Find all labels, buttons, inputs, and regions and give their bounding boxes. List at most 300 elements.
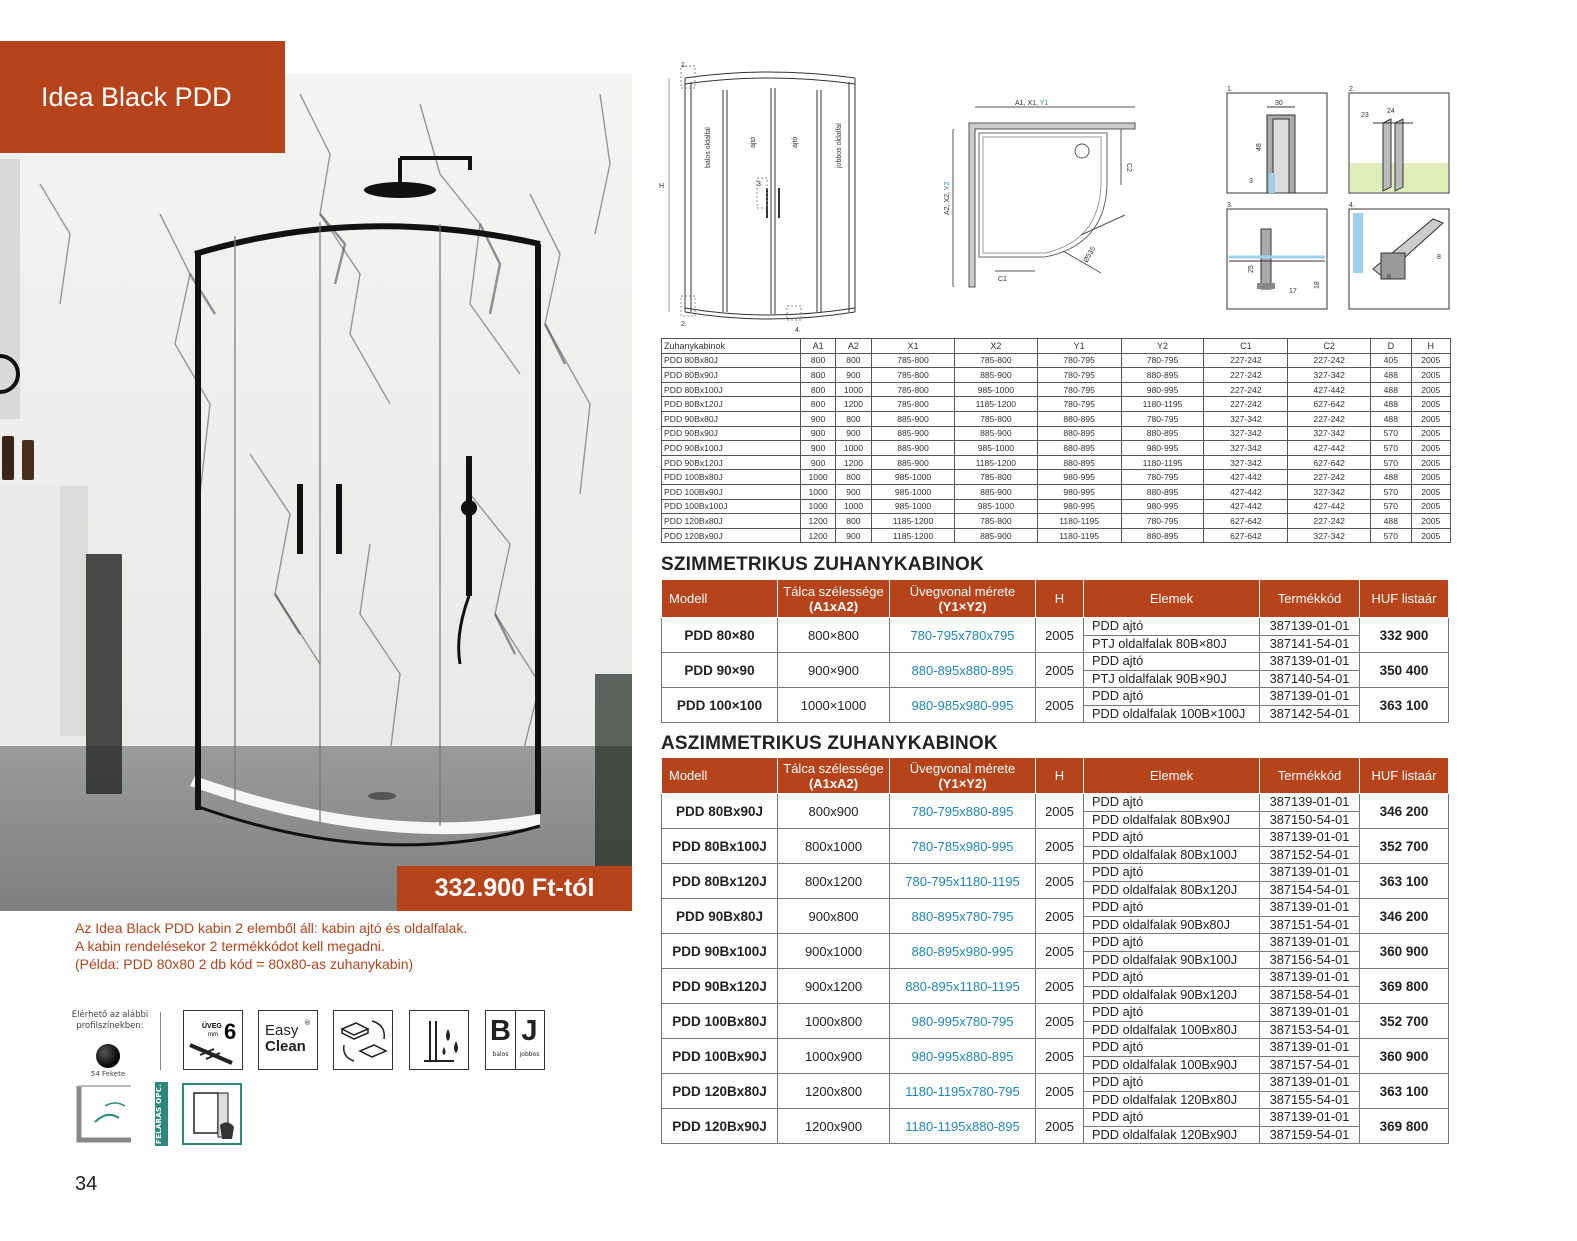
- table-cell: 1185-1200: [872, 528, 955, 543]
- table-cell: 570: [1371, 455, 1411, 470]
- asymmetric-section-title: ASZIMMETRIKUS ZUHANYKABINOK: [661, 733, 998, 754]
- table-cell: Y1: [1037, 339, 1121, 354]
- glass-cell: 780-785x980-995: [890, 829, 1036, 864]
- table-cell: 2005: [1411, 411, 1450, 426]
- code-cell: 387139-01-01: [1260, 899, 1360, 917]
- label-left-wall: balos oldalfal: [705, 127, 712, 168]
- model-cell: PDD 100Bx90J: [662, 1039, 778, 1074]
- table-cell: 785-800: [872, 397, 955, 412]
- element-cell: PDD oldalfalak 100Bx90J: [1084, 1056, 1260, 1074]
- price-cell: 346 200: [1360, 899, 1449, 934]
- page-title: Idea Black PDD: [0, 41, 285, 153]
- color-label: 54 Fekete: [90, 1070, 126, 1078]
- table-header-row: [662, 339, 1451, 354]
- code-cell: 387153-54-01: [1260, 1021, 1360, 1039]
- code-cell: 387139-01-01: [1260, 864, 1360, 882]
- table-row: [662, 934, 1449, 952]
- glass-cell: 980-995x880-895: [890, 1039, 1036, 1074]
- table-row: [662, 368, 1451, 383]
- col-tray-line2: (A1xA2): [808, 598, 859, 614]
- glass-cell: 880-895x780-795: [890, 899, 1036, 934]
- tray-cell: 800x900: [778, 794, 890, 829]
- element-cell: PTJ oldalfalak 80B×80J: [1084, 635, 1260, 653]
- code-cell: 387139-01-01: [1260, 969, 1360, 987]
- dim-48: 48: [1256, 143, 1263, 151]
- price-cell: 350 400: [1360, 653, 1449, 688]
- table-cell: 980-995: [1121, 382, 1204, 397]
- glass-cell: 880-895x980-995: [890, 934, 1036, 969]
- tray-cell: 1200x900: [778, 1109, 890, 1144]
- table-cell: 227-242: [1288, 514, 1371, 529]
- code-cell: 387139-01-01: [1260, 829, 1360, 847]
- door-swing-icon: [75, 1082, 135, 1144]
- table-cell: 327-342: [1204, 455, 1288, 470]
- element-cell: PDD oldalfalak 120Bx80J: [1084, 1091, 1260, 1109]
- table-row: [662, 864, 1449, 882]
- table-row: [662, 899, 1449, 917]
- table-cell: 785-800: [872, 353, 955, 368]
- table-cell: 1200: [835, 397, 871, 412]
- element-cell: PDD ajtó: [1084, 899, 1260, 917]
- price-cell: 360 900: [1360, 1039, 1449, 1074]
- tray-cell: 800×800: [778, 618, 890, 653]
- table-cell: 880-895: [1121, 484, 1204, 499]
- asymmetric-price-table: [661, 757, 1449, 1144]
- table-cell: 980-995: [1121, 441, 1204, 456]
- col-glass-line2: (Y1×Y2): [938, 775, 987, 791]
- tray-cell: 900x1000: [778, 934, 890, 969]
- table-cell: 2005: [1411, 368, 1450, 383]
- table-cell: PDD 120Bx80J: [662, 514, 801, 529]
- price-cell: 363 100: [1360, 1074, 1449, 1109]
- model-cell: PDD 100Bx80J: [662, 1004, 778, 1039]
- table-cell: 885-900: [872, 455, 955, 470]
- col-tray: [778, 758, 890, 794]
- glass-unit-text: mm: [208, 1032, 218, 1038]
- table-cell: 985-1000: [954, 499, 1037, 514]
- element-cell: PDD oldalfalak 90Bx100J: [1084, 951, 1260, 969]
- table-cell: 488: [1371, 368, 1411, 383]
- table-row: [662, 1004, 1449, 1022]
- table-cell: PDD 90Bx90J: [662, 426, 801, 441]
- table-cell: X1: [872, 339, 955, 354]
- table-cell: 2005: [1411, 397, 1450, 412]
- table-cell: D: [1371, 339, 1411, 354]
- table-cell: 785-800: [872, 382, 955, 397]
- table-cell: PDD 100Bx100J: [662, 499, 801, 514]
- col-price: HUF listaár: [1360, 580, 1449, 618]
- table-cell: 427-442: [1204, 484, 1288, 499]
- table-cell: 780-795: [1121, 470, 1204, 485]
- dim-c1: C1: [998, 276, 1007, 283]
- table-cell: 800: [835, 470, 871, 485]
- table-cell: 1000: [801, 470, 835, 485]
- table-cell: 327-342: [1288, 528, 1371, 543]
- height-cell: 2005: [1036, 688, 1084, 723]
- model-cell: PDD 90Bx120J: [662, 969, 778, 1004]
- dim-a1: [1015, 100, 1048, 107]
- table-row: [662, 455, 1451, 470]
- table-row: [662, 794, 1449, 812]
- code-cell: 387139-01-01: [1260, 688, 1360, 706]
- table-cell: 1000: [801, 499, 835, 514]
- table-cell: 780-795: [1121, 514, 1204, 529]
- code-cell: 387139-01-01: [1260, 794, 1360, 812]
- code-cell: 387154-54-01: [1260, 881, 1360, 899]
- availability-label-line: profilszínekben:: [76, 1021, 144, 1031]
- table-cell: 327-342: [1288, 484, 1371, 499]
- element-cell: PDD oldalfalak 80Bx100J: [1084, 846, 1260, 864]
- dim-a2-text: A2, X2,: [944, 190, 951, 215]
- table-cell: H: [1411, 339, 1450, 354]
- table-cell: 2005: [1411, 514, 1450, 529]
- shower-cabin-illustration: [0, 74, 632, 911]
- table-cell: 427-442: [1288, 441, 1371, 456]
- table-row: [662, 514, 1451, 529]
- table-cell: 570: [1371, 441, 1411, 456]
- table-cell: 785-800: [954, 470, 1037, 485]
- table-cell: PDD 80Bx120J: [662, 397, 801, 412]
- tray-cell: 900x800: [778, 899, 890, 934]
- dim-a2: [944, 182, 951, 215]
- element-cell: PDD ajtó: [1084, 934, 1260, 952]
- code-cell: 387155-54-01: [1260, 1091, 1360, 1109]
- model-cell: PDD 80Bx90J: [662, 794, 778, 829]
- symmetric-price-table: [661, 579, 1449, 723]
- dim-d: Ø535: [1082, 245, 1098, 264]
- dim-25: 25: [1248, 265, 1255, 273]
- code-cell: 387157-54-01: [1260, 1056, 1360, 1074]
- col-glass-line2: (Y1×Y2): [938, 598, 987, 614]
- code-cell: 387139-01-01: [1260, 618, 1360, 636]
- note-line: A kabin rendelésekor 2 termékkódot kell megadni.: [75, 938, 385, 954]
- callout-3: 3.: [757, 181, 763, 188]
- price-cell: 352 700: [1360, 829, 1449, 864]
- table-header-row: [662, 580, 1449, 618]
- table-row: [662, 829, 1449, 847]
- table-cell: 800: [835, 353, 871, 368]
- table-cell: 900: [835, 528, 871, 543]
- table-cell: 427-442: [1204, 499, 1288, 514]
- table-cell: 227-242: [1204, 397, 1288, 412]
- element-cell: PDD ajtó: [1084, 794, 1260, 812]
- table-cell: 980-995: [1037, 484, 1121, 499]
- tray-cell: 1200x800: [778, 1074, 890, 1109]
- code-cell: 387159-54-01: [1260, 1126, 1360, 1144]
- table-cell: PDD 90Bx120J: [662, 455, 801, 470]
- price-cell: 369 800: [1360, 969, 1449, 1004]
- col-model: Modell: [662, 758, 778, 794]
- table-cell: 2005: [1411, 441, 1450, 456]
- table-cell: 427-442: [1288, 499, 1371, 514]
- element-cell: PDD oldalfalak 100Bx80J: [1084, 1021, 1260, 1039]
- table-cell: 880-895: [1037, 411, 1121, 426]
- height-cell: 2005: [1036, 618, 1084, 653]
- table-cell: PDD 120Bx90J: [662, 528, 801, 543]
- table-cell: 985-1000: [872, 499, 955, 514]
- left-right-icon: [485, 1010, 545, 1070]
- tray-cell: 1000x800: [778, 1004, 890, 1039]
- table-cell: 2005: [1411, 426, 1450, 441]
- code-cell: 387151-54-01: [1260, 916, 1360, 934]
- table-row: [662, 484, 1451, 499]
- table-cell: 488: [1371, 397, 1411, 412]
- element-cell: PDD ajtó: [1084, 1039, 1260, 1057]
- table-cell: 885-900: [872, 411, 955, 426]
- table-cell: 427-442: [1288, 382, 1371, 397]
- code-cell: 387139-01-01: [1260, 934, 1360, 952]
- tray-cell: 1000x900: [778, 1039, 890, 1074]
- table-cell: 627-642: [1288, 397, 1371, 412]
- table-cell: 488: [1371, 470, 1411, 485]
- table-cell: A1: [801, 339, 835, 354]
- table-cell: 880-895: [1121, 368, 1204, 383]
- element-cell: PDD oldalfalak 120Bx90J: [1084, 1126, 1260, 1144]
- page-number: 34: [75, 1173, 98, 1195]
- table-cell: 900: [835, 484, 871, 499]
- col-tray-line1: Tálca szélessége: [783, 760, 884, 776]
- tray-cell: 900x1200: [778, 969, 890, 1004]
- dimension-table: [661, 338, 1451, 543]
- table-cell: 785-800: [954, 411, 1037, 426]
- table-cell: 985-1000: [954, 441, 1037, 456]
- label-balos: balos: [492, 1051, 509, 1058]
- height-cell: 2005: [1036, 899, 1084, 934]
- col-tray: [778, 580, 890, 618]
- table-cell: 327-342: [1288, 368, 1371, 383]
- model-cell: PDD 80Bx100J: [662, 829, 778, 864]
- label-door: ajtó: [792, 136, 799, 148]
- table-cell: 785-800: [954, 514, 1037, 529]
- table-cell: 2005: [1411, 455, 1450, 470]
- table-cell: 880-895: [1121, 528, 1204, 543]
- table-cell: 800: [801, 368, 835, 383]
- height-cell: 2005: [1036, 829, 1084, 864]
- element-cell: PDD oldalfalak 90Bx80J: [1084, 916, 1260, 934]
- glass-top-text: ÜVEG: [202, 1023, 222, 1030]
- dim-30: 30: [1275, 100, 1283, 107]
- element-cell: PDD ajtó: [1084, 1004, 1260, 1022]
- table-cell: 780-795: [1037, 397, 1121, 412]
- table-cell: 1200: [835, 455, 871, 470]
- order-note: [75, 919, 595, 973]
- table-cell: A2: [835, 339, 871, 354]
- table-cell: 405: [1371, 353, 1411, 368]
- price-cell: 360 900: [1360, 934, 1449, 969]
- table-cell: C1: [1204, 339, 1288, 354]
- label-right-wall: jobbos oldalfal: [836, 123, 843, 168]
- element-cell: PTJ oldalfalak 90B×90J: [1084, 670, 1260, 688]
- col-price: HUF listaár: [1360, 758, 1449, 794]
- table-cell: 488: [1371, 382, 1411, 397]
- model-cell: PDD 80Bx120J: [662, 864, 778, 899]
- table-cell: 488: [1371, 514, 1411, 529]
- product-photo: [0, 74, 632, 911]
- table-cell: 980-995: [1037, 470, 1121, 485]
- label-door: ajtó: [750, 136, 757, 148]
- note-line: Az Idea Black PDD kabin 2 elemből áll: kabin ajtó és oldalfalak.: [75, 920, 468, 936]
- height-cell: 2005: [1036, 1004, 1084, 1039]
- col-glass: [890, 580, 1036, 618]
- table-cell: 885-900: [954, 484, 1037, 499]
- letter-b: B: [490, 1015, 511, 1047]
- table-row: [662, 397, 1451, 412]
- height-cell: 2005: [1036, 969, 1084, 1004]
- table-cell: 880-895: [1037, 426, 1121, 441]
- col-glass-line1: Üvegvonal mérete: [909, 760, 1016, 776]
- table-cell: 880-895: [1037, 455, 1121, 470]
- table-cell: PDD 80Bx90J: [662, 368, 801, 383]
- table-cell: 785-800: [954, 353, 1037, 368]
- code-cell: 387139-01-01: [1260, 1039, 1360, 1057]
- table-cell: 780-795: [1121, 411, 1204, 426]
- table-cell: C2: [1288, 339, 1371, 354]
- black-color-swatch: [96, 1044, 120, 1068]
- element-cell: PDD ajtó: [1084, 829, 1260, 847]
- table-cell: 800: [801, 397, 835, 412]
- element-cell: PDD ajtó: [1084, 969, 1260, 987]
- col-code: Termékkód: [1260, 580, 1360, 618]
- table-cell: 900: [801, 426, 835, 441]
- code-cell: 387142-54-01: [1260, 705, 1360, 723]
- table-cell: PDD 90Bx80J: [662, 411, 801, 426]
- model-cell: PDD 90Bx100J: [662, 934, 778, 969]
- table-row: [662, 1039, 1449, 1057]
- easy-clean-icon: Easy Clean ®: [258, 1010, 318, 1070]
- note-line: (Példa: PDD 80x80 2 db kód = 80x80-as zuhanykabin): [75, 956, 414, 972]
- element-cell: PDD oldalfalak 100B×100J: [1084, 705, 1260, 723]
- glass-coating-icon: [182, 1083, 242, 1145]
- price-cell: 346 200: [1360, 794, 1449, 829]
- divider: [160, 1012, 161, 1070]
- table-row: [662, 382, 1451, 397]
- col-code: Termékkód: [1260, 758, 1360, 794]
- table-cell: 570: [1371, 426, 1411, 441]
- table-cell: 2005: [1411, 484, 1450, 499]
- table-cell: 885-900: [872, 426, 955, 441]
- tray-cell: 900×900: [778, 653, 890, 688]
- table-row: [662, 470, 1451, 485]
- table-cell: 570: [1371, 528, 1411, 543]
- table-cell: 327-342: [1204, 426, 1288, 441]
- glass-cell: 1180-1195x780-795: [890, 1074, 1036, 1109]
- table-cell: 2005: [1411, 382, 1450, 397]
- element-cell: PDD oldalfalak 80Bx90J: [1084, 811, 1260, 829]
- table-cell: 1185-1200: [872, 514, 955, 529]
- table-row: [662, 528, 1451, 543]
- model-cell: PDD 90×90: [662, 653, 778, 688]
- col-tray-line1: Tálca szélessége: [783, 583, 884, 599]
- table-cell: 1185-1200: [954, 455, 1037, 470]
- table-cell: 1200: [801, 514, 835, 529]
- clean-text: Clean: [265, 1038, 306, 1055]
- optional-extra-label: FELÁRAS OPC.: [155, 1082, 168, 1146]
- price-cell: 369 800: [1360, 1109, 1449, 1144]
- code-cell: 387139-01-01: [1260, 1109, 1360, 1127]
- availability-label-line: Elérhető az alábbi: [71, 1010, 149, 1020]
- price-cell: 363 100: [1360, 864, 1449, 899]
- table-cell: 980-995: [1121, 499, 1204, 514]
- table-cell: 1180-1195: [1037, 528, 1121, 543]
- glass-6mm-icon: [183, 1010, 243, 1070]
- table-cell: 227-242: [1204, 382, 1288, 397]
- dim-y2-text: Y2: [944, 181, 951, 191]
- table-cell: 1180-1195: [1037, 514, 1121, 529]
- element-cell: PDD ajtó: [1084, 1074, 1260, 1092]
- table-cell: 627-642: [1288, 455, 1371, 470]
- col-model: Modell: [662, 580, 778, 618]
- table-cell: 900: [835, 426, 871, 441]
- table-cell: 2005: [1411, 499, 1450, 514]
- element-cell: PDD ajtó: [1084, 864, 1260, 882]
- price-badge: 332.900 Ft-tól: [397, 866, 632, 911]
- glass-cell: 780-795x880-895: [890, 794, 1036, 829]
- dim-24: 24: [1387, 108, 1395, 115]
- model-cell: PDD 120Bx90J: [662, 1109, 778, 1144]
- glass-cell: 980-985x980-995: [890, 688, 1036, 723]
- top-view-drawing: [935, 95, 1165, 295]
- table-cell: 1000: [801, 484, 835, 499]
- col-h: H: [1036, 580, 1084, 618]
- table-row: [662, 499, 1451, 514]
- table-cell: 570: [1371, 499, 1411, 514]
- table-cell: 885-900: [954, 426, 1037, 441]
- glass-cell: 980-995x780-795: [890, 1004, 1036, 1039]
- table-cell: 900: [835, 368, 871, 383]
- table-cell: 885-900: [954, 368, 1037, 383]
- table-cell: 780-795: [1037, 353, 1121, 368]
- dim-y1-text: Y1: [1039, 100, 1049, 107]
- code-cell: 387152-54-01: [1260, 846, 1360, 864]
- dim-a1-text: A1, X1,: [1015, 100, 1040, 107]
- callout-2: 2.: [681, 321, 687, 328]
- table-cell: PDD 90Bx100J: [662, 441, 801, 456]
- height-cell: 2005: [1036, 1074, 1084, 1109]
- glass-cell: 1180-1195x880-895: [890, 1109, 1036, 1144]
- table-cell: 900: [801, 455, 835, 470]
- height-cell: 2005: [1036, 1039, 1084, 1074]
- model-cell: PDD 120Bx80J: [662, 1074, 778, 1109]
- table-cell: 800: [801, 382, 835, 397]
- dim-18: 18: [1314, 281, 1321, 289]
- code-cell: 387158-54-01: [1260, 986, 1360, 1004]
- table-cell: 1185-1200: [954, 397, 1037, 412]
- code-cell: 387141-54-01: [1260, 635, 1360, 653]
- table-row: [662, 426, 1451, 441]
- table-cell: 985-1000: [872, 470, 955, 485]
- detail-callout-1: 1.: [1227, 86, 1233, 93]
- table-cell: 780-795: [1037, 382, 1121, 397]
- table-cell: 227-242: [1204, 353, 1288, 368]
- water-drop-icon: [409, 1010, 469, 1070]
- model-cell: PDD 100×100: [662, 688, 778, 723]
- tray-cell: 800x1000: [778, 829, 890, 864]
- col-elements: Elemek: [1084, 758, 1260, 794]
- table-cell: PDD 80Bx100J: [662, 382, 801, 397]
- table-header-row: [662, 758, 1449, 794]
- col-glass-line1: Üvegvonal mérete: [909, 583, 1016, 599]
- element-cell: PDD ajtó: [1084, 1109, 1260, 1127]
- table-cell: 1200: [801, 528, 835, 543]
- height-cell: 2005: [1036, 794, 1084, 829]
- detail-callout-3: 3.: [1227, 202, 1233, 209]
- table-row: [662, 1074, 1449, 1092]
- table-cell: 800: [801, 353, 835, 368]
- table-cell: PDD 80Bx80J: [662, 353, 801, 368]
- height-cell: 2005: [1036, 934, 1084, 969]
- table-cell: 227-242: [1204, 368, 1288, 383]
- table-cell: 780-795: [1121, 353, 1204, 368]
